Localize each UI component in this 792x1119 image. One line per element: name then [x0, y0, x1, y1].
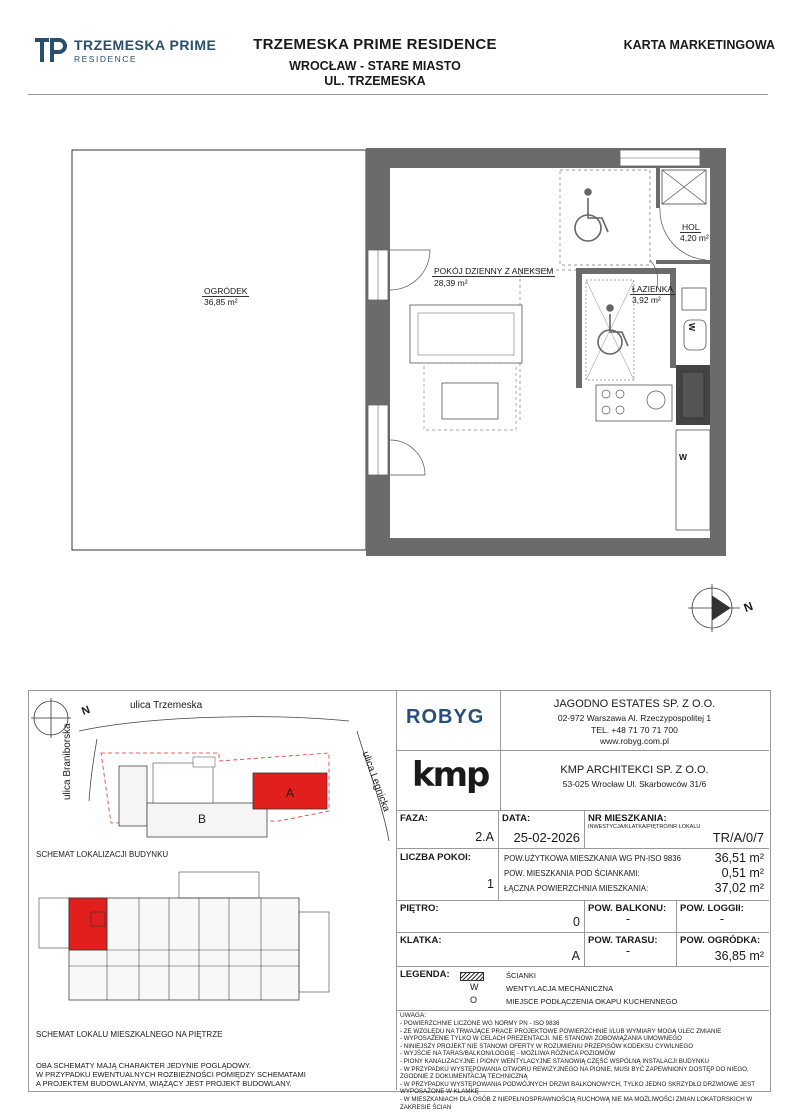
- note-9: - W PRZYPADKU WYSTĘPOWANIA PODWÓJNYCH DRZWI BALKONOWYCH, TYLKO JEDNO SKRZYDŁO DRZWIOWE JEST: [400, 1080, 756, 1088]
- taras-label: POW. TARASU:: [588, 935, 658, 946]
- note-7: - W PRZYPADKU WYSTĘPOWANIA OTWORU REWIZYJNEGO NA PIONIE, MUSI BYĆ ZAPEWNIONY DOSTĘP DO NIEGO,: [400, 1065, 749, 1073]
- garden-label: OGRÓDEK: [204, 286, 248, 296]
- data-value: 25-02-2026: [513, 830, 580, 845]
- notes-label: UWAGA:: [400, 1012, 427, 1019]
- nr-value: TR/A/0/7: [712, 830, 764, 845]
- notes: [400, 1020, 765, 1111]
- nr-label: NR MIESZKANIA:: [588, 813, 667, 824]
- compass-n: N: [741, 598, 755, 616]
- compass-icon: [688, 584, 740, 632]
- pietro-label: PIĘTRO:: [400, 903, 439, 914]
- legend-item-1: ŚCIANKI: [506, 971, 537, 980]
- area-row-3-value: 37,02 m²: [714, 881, 764, 895]
- legend-sym-2: W: [470, 982, 479, 992]
- architect-addr: 53-025 Wrocław Ul. Skarbowców 31/6: [562, 779, 707, 789]
- loggia-value: -: [719, 912, 725, 926]
- floor-caption: SCHEMAT LOKALU MIESZKALNEGO NA PIĘTRZE: [36, 1030, 223, 1039]
- street-right: ulica Legnicka: [359, 750, 392, 814]
- street-left: ulica Braniborska: [62, 723, 73, 800]
- ogrodek-label: POW. OGRÓDKA:: [680, 935, 761, 946]
- area-row-3-label: ŁĄCZNA POWIERZCHNIA MIESZKANIA:: [504, 884, 649, 893]
- developer-addr: 02-972 Warszawa Al. Rzeczypospolitej 1: [557, 713, 712, 723]
- developer-www: www.robyg.com.pl: [600, 736, 669, 746]
- note-2: - ZE WZGLĘDU NA TRWAJĄCE PRACE PROJEKTOWE POWIERZCHNIE I/LUB WYMIARY MOGĄ ULEC ZMIANIE: [400, 1027, 722, 1035]
- note-1: - POWIERZCHNIE LICZONE WG NORMY PN - ISO 9836: [400, 1020, 560, 1027]
- ventilation-mark-2: W: [679, 452, 688, 462]
- brand-sub: RESIDENCE: [74, 54, 138, 64]
- legend-item-3: MIEJSCE PODŁĄCZENIA OKAPU KUCHENNEGO: [506, 997, 678, 1006]
- note-11: - W MIESZKANIACH DLA OSÓB Z NIEPEŁNOSPRAWNOŚCIĄ RUCHOWĄ NIE MA MOŻLIWOŚCI ZMIAN LOKATORSKICH W ZAKRESIE ŚCIAN: [400, 1095, 753, 1111]
- coffee-table: [442, 383, 498, 419]
- taras-value: -: [625, 944, 631, 958]
- floor-plan: [0, 140, 792, 660]
- developer-name: JAGODNO ESTATES SP. Z O.O.: [553, 698, 716, 710]
- note-5: - WYJŚCIE NA TARAS/BALKON/LOGGIĘ - MOŻLIWA RÓŻNICA POZIOMÓW: [400, 1050, 616, 1058]
- wheelchair-icon: [575, 189, 608, 241]
- note-6: - PIONY KANALIZACYJNE I PIONY WENTYLACYJNE STANOWIĄ CZĘŚĆ WSPÓLNĄ INSTALACJI BUDYNKU: [400, 1057, 709, 1065]
- page-title: TRZEMESKA PRIME RESIDENCE: [253, 36, 497, 53]
- faza-value: 2.A: [475, 830, 494, 844]
- apartment-highlight: [69, 898, 107, 950]
- sofa: [410, 305, 522, 363]
- building-a-label: A: [286, 786, 295, 800]
- disclaimer-3: A PROJEKTEM BUDOWLANYM, WIĄŻĄCY JEST PROJEKT BUDOWLANY.: [36, 1079, 292, 1088]
- street: UL. TRZEMESKA: [324, 74, 426, 88]
- site-n: N: [80, 704, 92, 718]
- data-label: DATA:: [502, 813, 531, 824]
- hall-label: HOL: [682, 222, 700, 232]
- area-row-1-label: POW.UŻYTKOWA MIESZKANIA WG PN-ISO 9836: [504, 854, 681, 863]
- balkon-label: POW. BALKONU:: [588, 903, 667, 914]
- sink: [682, 288, 706, 310]
- note-8: ZGODNIE Z DOKUMENTACJĄ TECHNICZNĄ: [400, 1073, 528, 1081]
- wall-hatch-icon: [460, 972, 484, 981]
- disclaimer-2: W PRZYPADKU EWENTUALNYCH ROZBIEŻNOŚCI POMIĘDZY SCHEMATAMI: [36, 1070, 306, 1079]
- klatka-value: A: [571, 949, 580, 963]
- legend-item-2: WENTYLACJA MECHANICZNA: [506, 984, 614, 993]
- klatka-label: KLATKA:: [400, 935, 442, 946]
- note-3: - WYPOSAŻENIE TYLKO W CELACH PREZENTACJI. NIE STANOWI ZOBOWIĄZANIA UMOWNEGO: [400, 1035, 682, 1043]
- robyg-logo: ROBYG: [406, 706, 485, 728]
- developer-tel: TEL. +48 71 70 71 700: [591, 725, 678, 735]
- hall-area-value: 4,20 m²: [680, 233, 709, 243]
- area-row-2-label: POW. MIESZKANIA POD ŚCIANKAMI:: [504, 869, 640, 878]
- building-b: [147, 803, 267, 837]
- pokoje-value: 1: [487, 877, 494, 891]
- loggia-label: POW. LOGGII:: [680, 903, 744, 914]
- pokoje-label: LICZBA POKOI:: [400, 852, 471, 863]
- architect-name: KMP ARCHITEKCI SP. Z O.O.: [560, 764, 709, 776]
- nr-sub: INWESTYCJA/KLATKA/PIĘTRO/NR LOKALU: [588, 824, 701, 830]
- bath-area-value: 3,92 m²: [632, 295, 661, 305]
- site-caption: SCHEMAT LOKALIZACJI BUDYNKU: [36, 850, 169, 859]
- tp-logo-icon: [33, 36, 67, 66]
- note-4: - NINIEJSZY PROJEKT NIE STANOWI OFERTY W ROZUMIENIU PRZEPISÓW KODEKSU CYWILNEGO: [400, 1042, 694, 1050]
- kmp-logo: kmp: [412, 755, 489, 795]
- logo: [33, 36, 67, 66]
- legend-label: LEGENDA:: [400, 969, 450, 980]
- street-top: ulica Trzemeska: [130, 700, 203, 711]
- header-rule: [28, 94, 768, 95]
- legend-sym-3: O: [470, 995, 478, 1005]
- faza-label: FAZA:: [400, 813, 428, 824]
- doc-type: KARTA MARKETINGOWA: [623, 38, 775, 52]
- note-10: WYPOSAŻONE W KLAMKĘ: [400, 1088, 479, 1096]
- balkon-value: -: [625, 912, 631, 926]
- balcony-door-swing: [390, 250, 430, 290]
- brand-name: TRZEMESKA PRIME: [74, 37, 217, 53]
- ventilation-mark: W: [687, 322, 698, 332]
- area-row-1-value: 36,51 m²: [714, 851, 764, 865]
- ogrodek-value: 36,85 m²: [714, 949, 764, 963]
- city: WROCŁAW - STARE MIASTO: [289, 59, 461, 73]
- area-row-2-value: 0,51 m²: [721, 866, 764, 880]
- pietro-value: 0: [573, 915, 580, 929]
- living-label: POKÓJ DZIENNY Z ANEKSEM: [434, 266, 554, 276]
- building-b-label: B: [198, 812, 207, 826]
- living-area-value: 28,39 m²: [434, 278, 468, 288]
- disclaimer-1: OBA SCHEMATY MAJĄ CHARAKTER JEDYNIE POGLĄDOWY.: [36, 1061, 252, 1070]
- bath-label: ŁAZIENKA: [632, 284, 674, 294]
- garden-area: [72, 150, 366, 550]
- floor-schema: [29, 862, 395, 1022]
- garden-area-value: 36,85 m²: [204, 297, 238, 307]
